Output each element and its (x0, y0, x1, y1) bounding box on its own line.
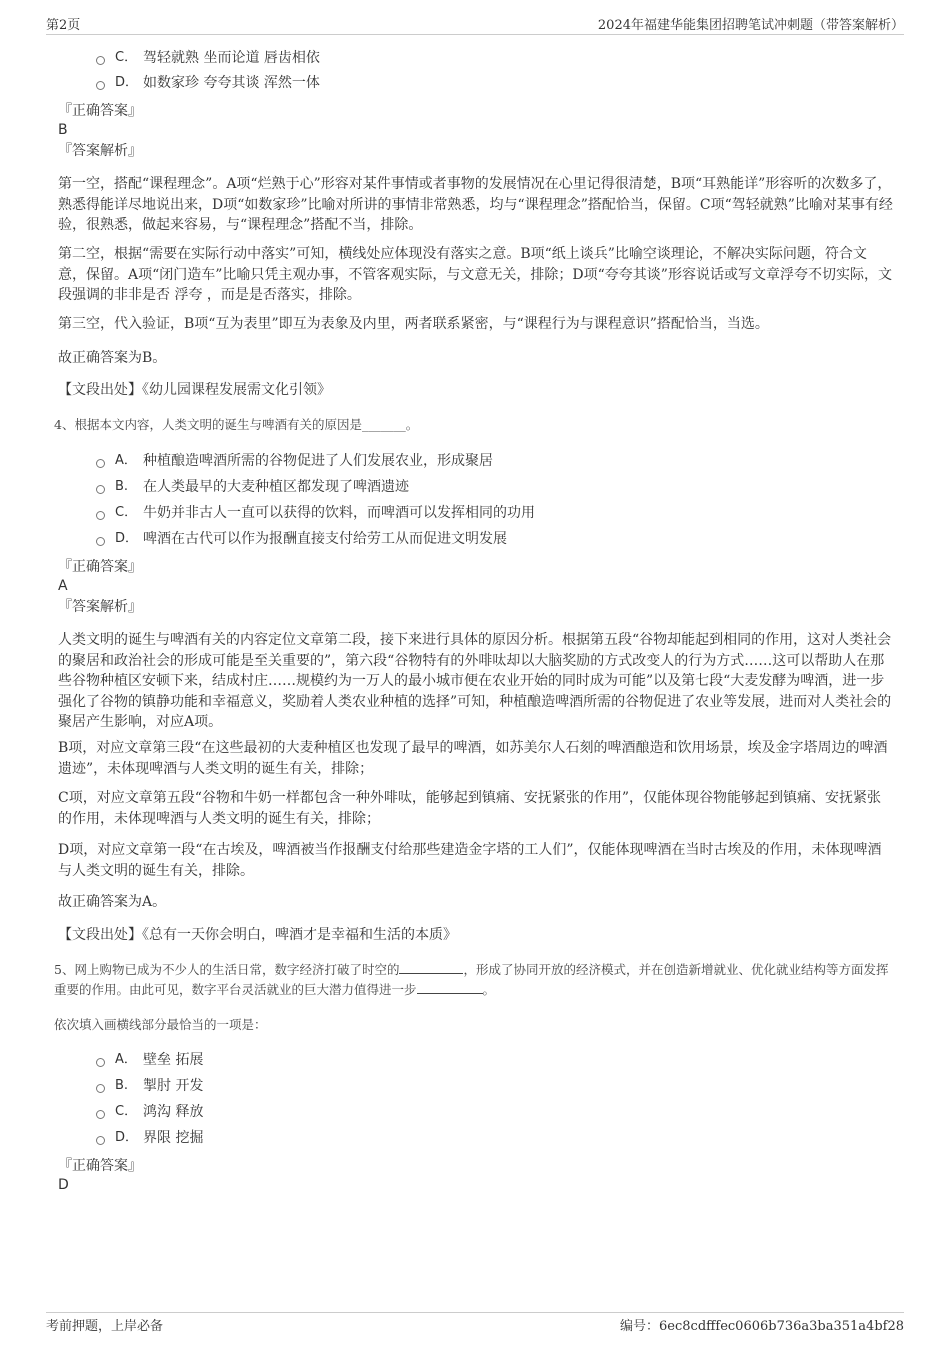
q3-analysis-para-3: 第三空，代入验证，B项“互为表里”即互为表象及内里，两者联系紧密，与“课程行为与课程意识”搭配恰当，当选。 (58, 316, 769, 332)
q3-analysis-para-2: 第二空，根据“需要在实际行动中落实”可知，横线处应体现没有落实之意。B项“纸上谈兵”比喻空谈理论，不解决实际问题，符合文意，保留。A项“闭门造车”比喻只凭主观办事，不管客观实际，与文意无关，排除；D项“夸夸其谈”形容说话或写文章浮夸不切实际，文段强调的非非是否 浮夸 ，而是是否落实，排除。 (58, 246, 892, 303)
option-text: 壁垒 拓展 (143, 1052, 204, 1068)
option-text: 在人类最早的大麦种植区都发现了啤酒遗迹 (143, 479, 409, 495)
q4-source: 【文段出处】《总有一天你会明白，啤酒才是幸福和生活的本质》 (58, 927, 457, 943)
q5-answer-label: 『正确答案』 (58, 1158, 142, 1174)
radio-icon[interactable] (96, 1084, 105, 1093)
q4-option-b[interactable]: B. 在人类最早的大麦种植区都发现了啤酒遗迹 (96, 476, 409, 498)
radio-icon[interactable] (96, 511, 105, 520)
q5-option-a[interactable]: A． 壁垒 拓展 (96, 1049, 203, 1071)
option-text: 种植酿造啤酒所需的谷物促进了人们发展农业，形成聚居 (143, 453, 493, 469)
option-text: 如数家珍 夸夸其谈 浑然一体 (143, 75, 320, 91)
q4-conclusion: 故正确答案为A。 (58, 894, 167, 910)
q3-conclusion: 故正确答案为B。 (58, 350, 167, 366)
q3-option-c[interactable]: C． 驾轻就熟 坐而论道 唇齿相依 (96, 47, 320, 69)
q3-analysis-para-1: 第一空，搭配“课程理念”。A项“烂熟于心”形容对某件事情或者事物的发展情况在心里记得很清楚，B项“耳熟能详”形容听的次数多了，熟悉得能详尽地说出来，D项“如数家珍”比喻对所讲的事情非常熟悉，均与“课程理念”搭配恰当，保留。C项“驾轻就熟”比喻对某事有经验，很熟悉，做起来容易，与“课程理念”搭配不当，排除。 (58, 176, 893, 233)
radio-icon[interactable] (96, 1110, 105, 1119)
option-text: 牛奶并非古人一直可以获得的饮料，而啤酒可以发挥相同的功用 (143, 505, 535, 521)
q5-question: 5、网上购物已成为不少人的生活日常，数字经济打破了时空的 ，形成了协同开放的经济模式，并在创造新增就业、优化就业结构等方面发挥重要的作用。由此可见，数字平台灵活就业的巨大潜力值得进一步 。 (54, 962, 889, 997)
q4-analysis-para-2: B项，对应文章第三段“在这些最初的大麦种植区也发现了最早的啤酒，如苏美尔人石刻的啤酒酿造和饮用场景，埃及金字塔周边的啤酒遗迹”，未体现啤酒与人类文明的诞生有关，排除； (58, 740, 888, 777)
option-text: 啤酒在古代可以作为报酬直接支付给劳工从而促进文明发展 (143, 531, 507, 547)
q3-source: 【文段出处】《幼儿园课程发展需文化引领》 (58, 382, 331, 398)
q3-answer: B (58, 122, 68, 138)
radio-icon[interactable] (96, 1136, 105, 1145)
radio-icon[interactable] (96, 459, 105, 468)
q5-prompt: 依次填入画横线部分最恰当的一项是： (54, 1017, 267, 1032)
q3-analysis-label: 『答案解析』 (58, 143, 142, 159)
radio-icon[interactable] (96, 485, 105, 494)
q3-option-d[interactable]: D． 如数家珍 夸夸其谈 浑然一体 (96, 72, 320, 94)
q4-answer: A (58, 578, 68, 594)
q5-option-c[interactable]: C． 鸿沟 释放 (96, 1101, 203, 1123)
q4-analysis-para-1: 人类文明的诞生与啤酒有关的内容定位文章第二段，接下来进行具体的原因分析。根据第五段“谷物却能起到相同的作用，这对人类社会的聚居和政治社会的形成可能是至关重要的”，第六段“谷物特有的外啡呔却以大脑奖励的方式改变人的行为方式……这可以帮助人在那些谷物种植区安顿下来，结成村庄……规模约为一万人的最小城市便在农业开始的同时成为可能”以及第七段“大麦发酵为啤酒，进一步强化了谷物的镇静功能和幸福意义，奖励着人类农业种植的选择”可知，种植酿造啤酒所需的谷物促进了农业等发展，进而对人类社会的聚居产生影响，对应A项。 (58, 632, 892, 730)
footer-slogan: 考前押题，上岸必备 (46, 1319, 164, 1334)
blank-2 (417, 981, 483, 994)
q4-option-a[interactable]: A． 种植酿造啤酒所需的谷物促进了人们发展农业，形成聚居 (96, 450, 493, 472)
q4-option-d[interactable]: D． 啤酒在古代可以作为报酬直接支付给劳工从而促进文明发展 (96, 528, 507, 550)
option-text: 界限 挖掘 (143, 1130, 204, 1146)
page-header (46, 14, 904, 35)
radio-icon[interactable] (96, 1058, 105, 1067)
radio-icon[interactable] (96, 56, 105, 65)
q3-answer-label: 『正确答案』 (58, 103, 142, 119)
q5-option-b[interactable]: B. 掣肘 开发 (96, 1075, 203, 1097)
q4-analysis-label: 『答案解析』 (58, 599, 142, 615)
radio-icon[interactable] (96, 81, 105, 90)
q4-question: 4、根据本文内容，人类文明的诞生与啤酒有关的原因是_______。 (54, 417, 419, 432)
page-number: 第2页 (46, 18, 81, 33)
q4-option-c[interactable]: C． 牛奶并非古人一直可以获得的饮料，而啤酒可以发挥相同的功用 (96, 502, 535, 524)
q4-analysis-para-3: C项，对应文章第五段“谷物和牛奶一样都包含一种外啡呔，能够起到镇痛、安抚紧张的作用”，仅能体现谷物能够起到镇痛、安抚紧张的作用，未体现啤酒与人类文明的诞生有关，排除； (58, 790, 882, 827)
radio-icon[interactable] (96, 537, 105, 546)
option-text: 鸿沟 释放 (143, 1104, 204, 1120)
blank-1 (399, 961, 463, 974)
q4-answer-label: 『正确答案』 (58, 559, 142, 575)
q5-option-d[interactable]: D． 界限 挖掘 (96, 1127, 203, 1149)
q5-answer: D (58, 1177, 69, 1193)
option-text: 掣肘 开发 (143, 1078, 204, 1094)
page-footer (46, 1312, 904, 1334)
option-text: 驾轻就熟 坐而论道 唇齿相依 (143, 50, 320, 66)
document-title: 2024年福建华能集团招聘笔试冲刺题（带答案解析） (597, 18, 904, 33)
document-id: 编号：6ec8cdfffec0606b736a3ba351a4bf28 (620, 1319, 904, 1334)
q4-analysis-para-4: D项，对应文章第一段“在古埃及，啤酒被当作报酬支付给那些建造金字塔的工人们”，仅能体现啤酒在当时古埃及的作用，未体现啤酒与人类文明的诞生有关，排除。 (58, 842, 882, 879)
